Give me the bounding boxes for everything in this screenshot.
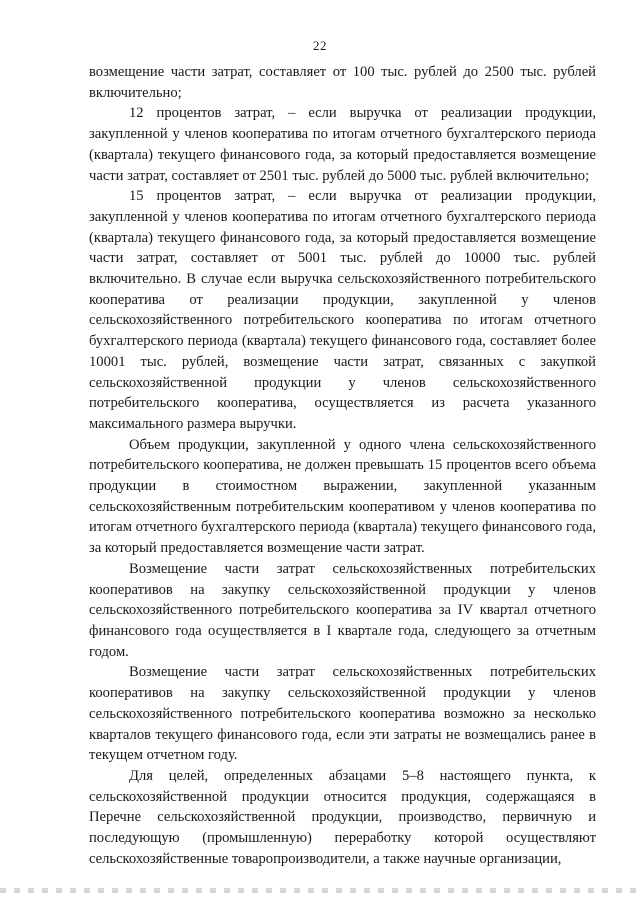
paragraph-2: 12 процентов затрат, – если выручка от реализации продукции, закупленной у членов кооператива по итогам отчетного бухгалтерского периода (квартала) текущего финансового года, за который предоставляется возмещение части затрат, составляет от 2501 тыс. рублей до 5000 тыс. рублей включительно;: [89, 105, 596, 184]
paragraph-1: возмещение части затрат, составляет от 100 тыс. рублей до 2500 тыс. рублей включительно;: [89, 64, 596, 101]
paragraph-6: Возмещение части затрат сельскохозяйственных потребительских кооперативов на закупку сельскохозяйственной продукции у членов сельскохозяйственного потребительского кооператива возможно за несколько кварталов текущего финансового года, если эти затраты не возмещались ранее в текущем отчетном году.: [89, 664, 596, 764]
scan-edge-artifact: [0, 888, 640, 893]
page-number: 22: [313, 38, 327, 53]
paragraph-5: Возмещение части затрат сельскохозяйственных потребительских кооперативов на закупку сельскохозяйственной продукции у членов сельскохозяйственного потребительского кооператива за IV квартал отчетного финансового года осуществляется в I квартале года, следующего за отчетным годом.: [89, 560, 596, 660]
paragraph-3: 15 процентов затрат, – если выручка от реализации продукции, закупленной у членов кооператива по итогам отчетного бухгалтерского периода (квартала) текущего финансового года, за который предоставляется возмещение части затрат, составляет от 5001 тыс. рублей до 10000 тыс. рублей включительно. В случае если выручка сельскохозяйственного потребительского кооператива от реализации продукции, закупленной у членов сельскохозяйственного потребительского кооператива по итогам отчетного бухгалтерского периода (квартала) текущего финансового года, составляет более 10001 тыс. рублей, возмещение части затрат, связанных с закупкой сельскохозяйственной продукции у членов сельскохозяйственного потребительского кооператива, осуществляется из расчета указанного максимального размера выручки.: [89, 188, 596, 432]
paragraph-4: Объем продукции, закупленной у одного члена сельскохозяйственного потребительского кооператива, не должен превышать 15 процентов всего объема продукции в стоимостном выражении, закупленной указанным сельскохозяйственным потребительским кооперативом у членов кооператива по итогам отчетного бухгалтерского периода (квартала) текущего финансового года, за который предоставляется возмещение части затрат.: [89, 436, 596, 557]
document-body: [89, 62, 596, 869]
paragraph-7: Для целей, определенных абзацами 5–8 настоящего пункта, к сельскохозяйственной продукции относится продукция, содержащаяся в Перечне сельскохозяйственной продукции, производство, первичную и последующую (промышленную) переработку которой осуществляют сельскохозяйственные товаропроизводители, а также научные организации,: [89, 767, 596, 867]
